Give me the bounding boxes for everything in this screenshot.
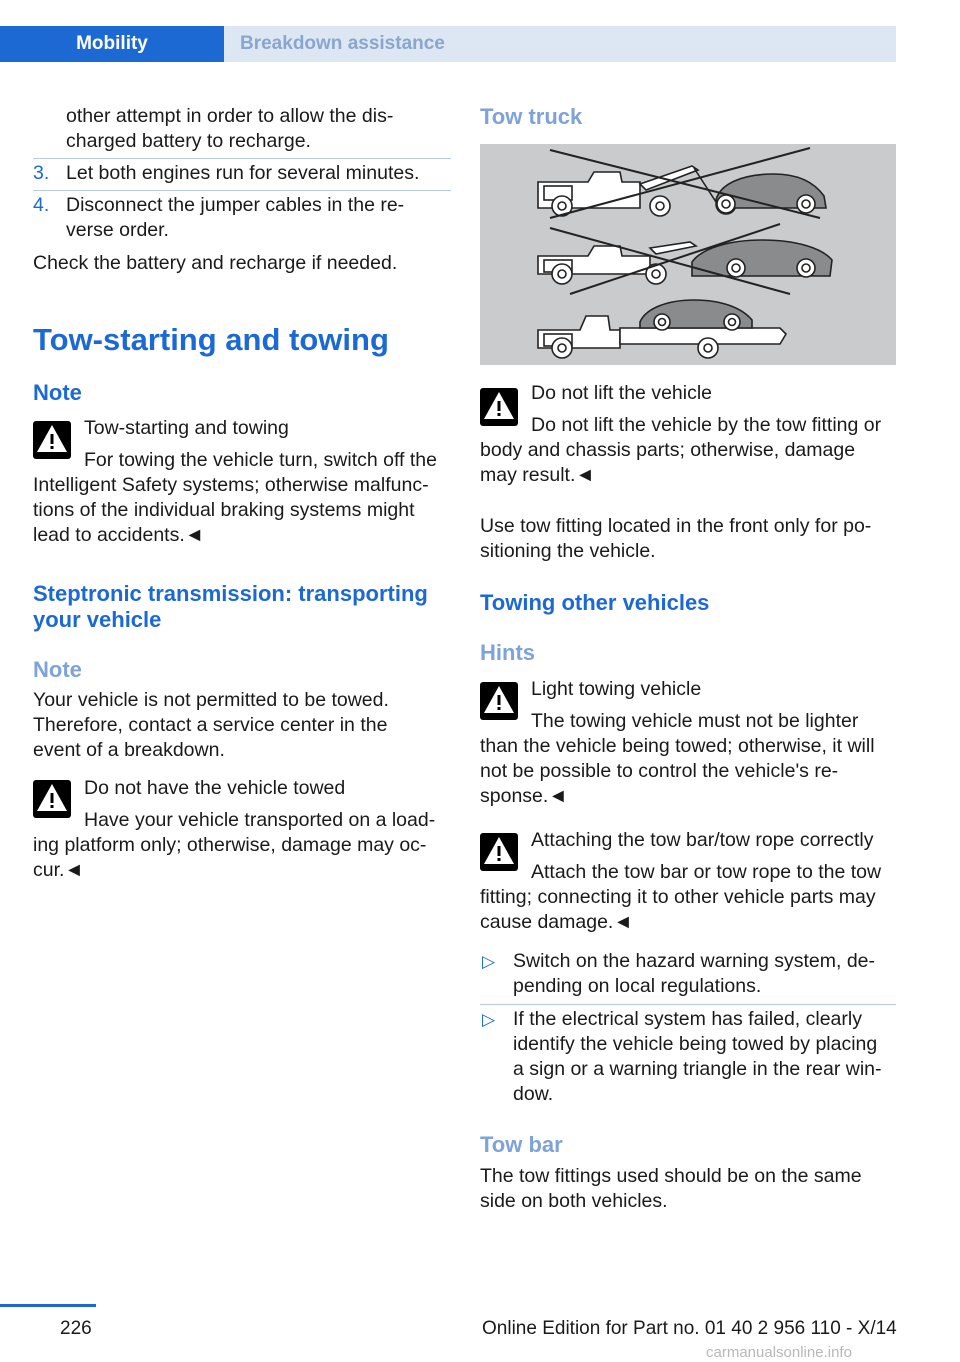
note-heading: Note: [33, 657, 82, 682]
list-item-text: dow.: [513, 1083, 554, 1105]
warning-triangle-icon: [33, 780, 71, 818]
warning-title: Attaching the tow bar/tow rope correctly: [531, 829, 874, 851]
step-number: 3.: [33, 162, 50, 184]
list-item-text: a sign or a warning triangle in the rear win‐: [513, 1058, 882, 1080]
warning-text: fitting; connecting it to other vehicle parts may: [480, 886, 876, 908]
step-text: Disconnect the jumper cables in the re‐: [66, 194, 405, 216]
bullet-triangle-icon: ▷: [482, 1010, 496, 1029]
subsection-title: Towing other vehicles: [480, 590, 710, 615]
hints-heading: Hints: [480, 640, 535, 665]
body-text: sitioning the vehicle.: [480, 540, 656, 562]
footer-rule: [0, 1304, 96, 1307]
warning-triangle-icon: [33, 421, 71, 459]
list-divider: [33, 190, 451, 191]
warning-title: Tow-starting and towing: [84, 417, 289, 439]
continued-text-line: charged battery to recharge.: [66, 130, 311, 152]
warning-text: ing platform only; otherwise, damage may oc‐: [33, 834, 427, 856]
body-text: event of a breakdown.: [33, 739, 225, 761]
warning-title: Do not lift the vehicle: [531, 382, 713, 404]
warning-text: not be possible to control the vehicle's re‐: [480, 760, 839, 782]
edition-text: Online Edition for Part no. 01 40 2 956 110 - X/14: [482, 1318, 897, 1339]
page-number: 226: [60, 1318, 92, 1339]
body-text: side on both vehicles.: [480, 1190, 668, 1212]
body-text: Use tow fitting located in the front only for po‐: [480, 515, 872, 537]
subsection-title: Steptronic transmission: transporting: [33, 581, 428, 606]
warning-text: lead to accidents.◄: [33, 524, 205, 546]
list-item-text: Switch on the hazard warning system, de‐: [513, 950, 876, 972]
continued-text-line: other attempt in order to allow the dis‐: [66, 105, 394, 127]
tab-breakdown-assistance-label: Breakdown assistance: [240, 33, 445, 54]
list-divider: [480, 1004, 896, 1005]
body-text: Check the battery and recharge if needed.: [33, 252, 398, 274]
warning-text: Intelligent Safety systems; otherwise malfunc‐: [33, 474, 429, 496]
step-number: 4.: [33, 194, 50, 216]
warning-text: Do not lift the vehicle by the tow fitting or: [531, 414, 882, 436]
body-text: The tow fittings used should be on the same: [480, 1165, 862, 1187]
warning-text: For towing the vehicle turn, switch off the: [84, 449, 437, 471]
tow-truck-illustration: [480, 144, 896, 365]
list-item-text: If the electrical system has failed, clearly: [513, 1008, 862, 1030]
warning-triangle-icon: [480, 388, 518, 426]
warning-text: cur.◄: [33, 859, 84, 881]
bullet-triangle-icon: ▷: [482, 952, 496, 971]
section-title: Tow-starting and towing: [33, 322, 389, 357]
list-divider: [33, 158, 451, 159]
tab-mobility-label: Mobility: [76, 33, 148, 54]
list-item-text: pending on local regulations.: [513, 975, 762, 997]
warning-text: Have your vehicle transported on a load‐: [84, 809, 436, 831]
warning-text: may result.◄: [480, 464, 595, 486]
warning-text: sponse.◄: [480, 785, 568, 807]
warning-text: cause damage.◄: [480, 911, 633, 933]
list-item-text: identify the vehicle being towed by placing: [513, 1033, 878, 1055]
warning-text: than the vehicle being towed; otherwise, it will: [480, 735, 875, 757]
step-text: verse order.: [66, 219, 169, 241]
subsection-title: your vehicle: [33, 607, 162, 632]
body-text: Therefore, contact a service center in the: [33, 714, 388, 736]
step-text: Let both engines run for several minutes.: [66, 162, 420, 184]
subsection-title: Tow truck: [480, 104, 583, 129]
subsection-title: Tow bar: [480, 1132, 563, 1157]
note-heading: Note: [33, 380, 82, 405]
tab-mobility[interactable]: [0, 26, 224, 62]
tab-breakdown-assistance[interactable]: [224, 26, 896, 62]
warning-text: Attach the tow bar or tow rope to the tow: [531, 861, 882, 883]
body-text: Your vehicle is not permitted to be towed.: [33, 689, 389, 711]
warning-text: body and chassis parts; otherwise, damage: [480, 439, 856, 461]
warning-triangle-icon: [480, 833, 518, 871]
warning-text: The towing vehicle must not be lighter: [531, 710, 859, 732]
warning-text: tions of the individual braking systems might: [33, 499, 415, 521]
warning-triangle-icon: [480, 682, 518, 720]
warning-title: Light towing vehicle: [531, 678, 702, 700]
warning-title: Do not have the vehicle towed: [84, 777, 346, 799]
watermark: carmanualsonline.info: [706, 1344, 852, 1361]
